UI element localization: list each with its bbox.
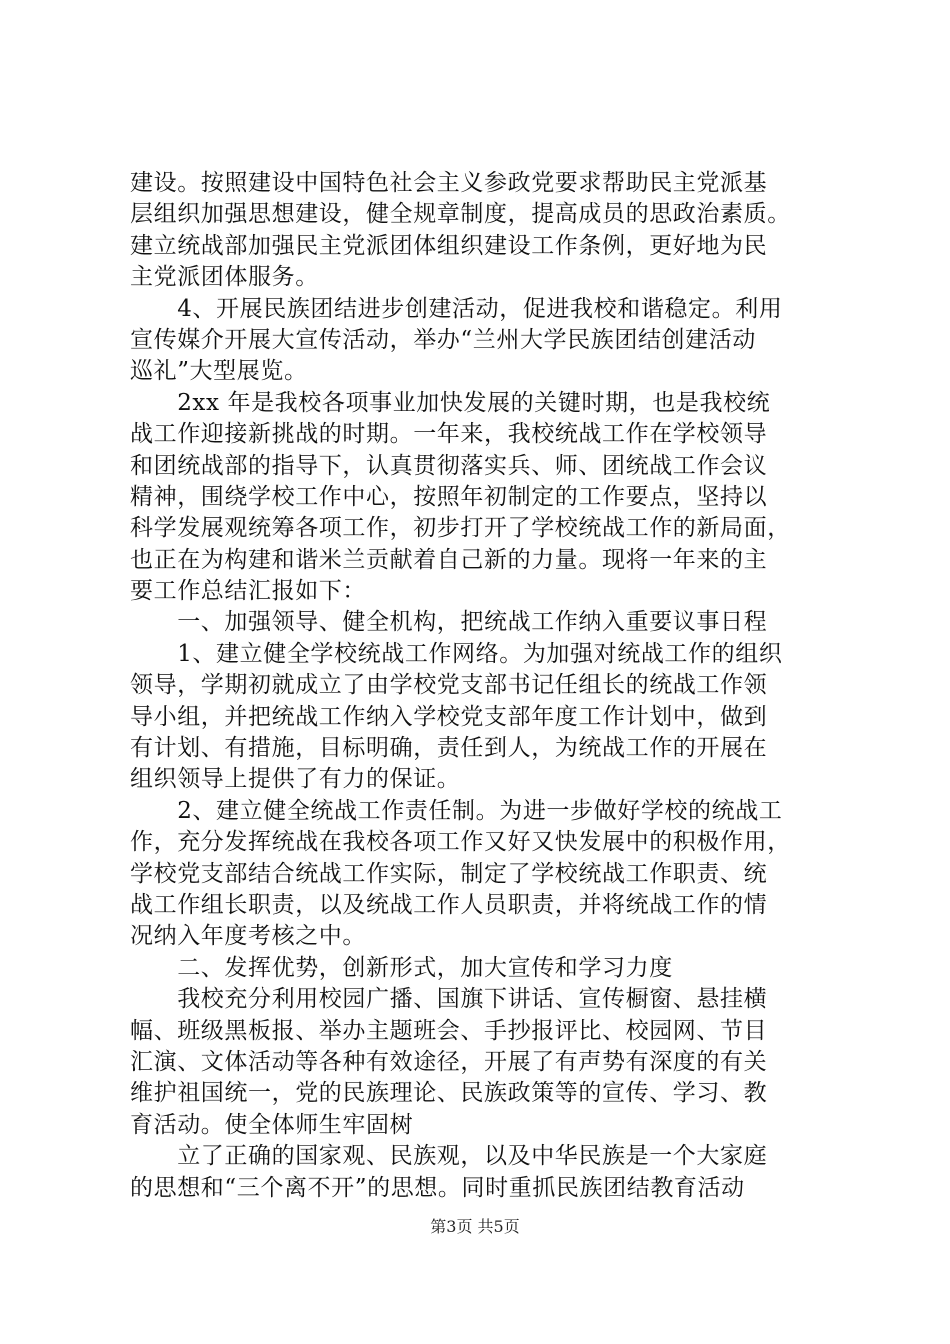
text-line: 精神，围绕学校工作中心，按照年初制定的工作要点，坚持以 bbox=[130, 483, 768, 510]
text-line: 建设。按照建设中国特色社会主义参政党要求帮助民主党派基 bbox=[130, 170, 768, 196]
text-line: 组织领导上提供了有力的保证。 bbox=[130, 766, 461, 793]
text-line: 要工作总结汇报如下： bbox=[130, 578, 366, 605]
text-line: 层组织加强思想建设，健全规章制度，提高成员的思政治素质。 bbox=[130, 201, 791, 228]
text-line: 育活动。使全体师生牢固树 bbox=[130, 1111, 414, 1138]
text-line: 学校党支部结合统战工作实际，制定了学校统战工作职责、统 bbox=[130, 860, 768, 887]
page-footer: 第3页 共5页 bbox=[430, 1217, 520, 1236]
text-line: 科学发展观统筹各项工作，初步打开了学校统战工作的新局面， bbox=[130, 515, 791, 542]
text-line: 宣传媒介开展大宣传活动，举办“兰州大学民族团结创建活动 bbox=[130, 326, 756, 353]
text-line: 立了正确的国家观、民族观，以及中华民族是一个大家庭 bbox=[130, 1143, 768, 1170]
text-line: 巡礼”大型展览。 bbox=[130, 358, 308, 385]
text-line: 4、开展民族团结进步创建活动，促进我校和谐稳定。利用 bbox=[130, 295, 783, 322]
text-line: 我校充分利用校园广播、国旗下讲话、宣传橱窗、悬挂横 bbox=[130, 986, 768, 1013]
text-line: 也正在为构建和谐米兰贡献着自己新的力量。现将一年来的主 bbox=[130, 546, 768, 573]
text-line: 主党派团体服务。 bbox=[130, 264, 319, 291]
text-line: 作，充分发挥统战在我校各项工作又好又快发展中的积极作用， bbox=[130, 829, 791, 856]
text-line: 汇演、文体活动等各种有效途径，开展了有声势有深度的有关 bbox=[130, 1048, 768, 1075]
text-line: 维护祖国统一，党的民族理论、民族政策等的宣传、学习、教 bbox=[130, 1080, 768, 1107]
text-line: 二、发挥优势，创新形式，加大宣传和学习力度 bbox=[130, 954, 673, 981]
text-line: 2xx 年是我校各项事业加快发展的关键时期，也是我校统 bbox=[130, 389, 771, 416]
text-line: 战工作组长职责，以及统战工作人员职责，并将统战工作的情 bbox=[130, 891, 768, 918]
text-line: 幅、班级黑板报、举办主题班会、手抄报评比、校园网、节目 bbox=[130, 1017, 768, 1044]
text-line: 的思想和“三个离不开”的思想。同时重抓民族团结教育活动 bbox=[130, 1174, 745, 1201]
text-line: 和团统战部的指导下，认真贯彻落实兵、师、团统战工作会议 bbox=[130, 452, 768, 479]
text-line: 有计划、有措施，目标明确，责任到人，为统战工作的开展在 bbox=[130, 735, 768, 762]
text-line: 建立统战部加强民主党派团体组织建设工作条例，更好地为民 bbox=[130, 232, 768, 259]
text-line: 况纳入年度考核之中。 bbox=[130, 923, 366, 950]
text-line: 1、建立健全学校统战工作网络。为加强对统战工作的组织 bbox=[130, 640, 783, 667]
text-line: 战工作迎接新挑战的时期。一年来，我校统战工作在学校领导 bbox=[130, 421, 768, 448]
body-text bbox=[130, 168, 830, 1204]
text-line: 领导，学期初就成立了由学校党支部书记任组长的统战工作领 bbox=[130, 672, 768, 699]
text-line: 2、建立健全统战工作责任制。为进一步做好学校的统战工 bbox=[130, 797, 783, 824]
text-line: 导小组，并把统战工作纳入学校党支部年度工作计划中，做到 bbox=[130, 703, 768, 730]
text-line: 一、加强领导、健全机构，把统战工作纳入重要议事日程 bbox=[130, 609, 768, 636]
